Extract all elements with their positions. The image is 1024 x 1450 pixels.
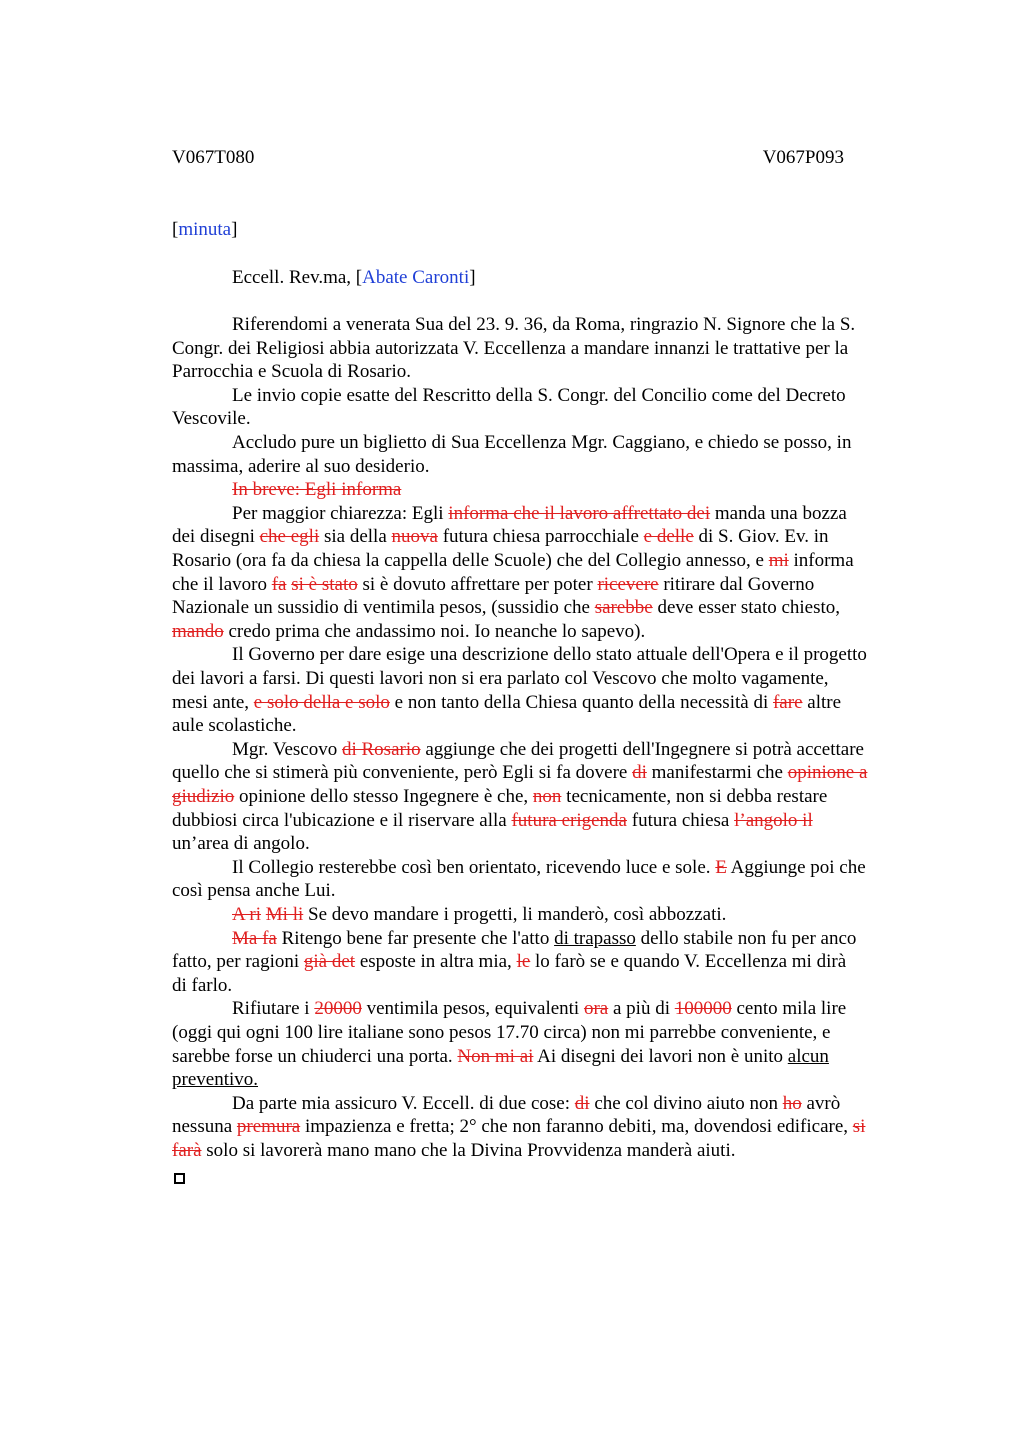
text-line [172, 667, 829, 690]
deleted-text: informa che il lavoro affrettato dei [448, 502, 711, 524]
deleted-text: nuova [391, 526, 438, 548]
text-line [232, 313, 855, 336]
deleted-text: e delle [643, 526, 694, 548]
deleted-text: l’angolo il [734, 809, 813, 831]
underlined-text: alcun [787, 1045, 829, 1067]
text-segment: massima, aderire al suo desiderio. [172, 455, 430, 477]
document-code-left: V067T080 [172, 147, 255, 168]
text-line [172, 1139, 735, 1162]
deleted-text: di Rosario [341, 738, 421, 760]
text-line [172, 761, 867, 784]
text-segment: deve esser stato chiesto, [652, 597, 841, 619]
text-segment: opinione dello stesso Ingegnere è che, [234, 786, 533, 807]
text-line [172, 407, 251, 430]
deleted-text: Non mi ai [457, 1045, 534, 1067]
text-segment: Da parte mia assicuro V. Eccell. di due cose: [232, 1092, 575, 1114]
text-segment: di S. Giov. Ev. in [693, 526, 829, 548]
text-segment: Se devo mandare i progetti, li manderò, così abbozzati. [303, 904, 727, 925]
deleted-text: premura [236, 1116, 301, 1138]
deleted-text: di [574, 1092, 590, 1114]
text-line [172, 360, 411, 383]
deleted-text: non [532, 786, 562, 807]
deleted-text: e solo della e solo [253, 691, 390, 713]
text-line [172, 1068, 258, 1091]
bracket-open: [ [172, 219, 179, 240]
text-segment: dello stabile non fu per anco [635, 927, 857, 949]
text-line [172, 691, 841, 714]
text-segment: Riferendomi a venerata Sua del 23. 9. 36, da Roma, ringrazio N. Signore che la S. [232, 314, 856, 335]
text-segment: mesi ante, [172, 691, 254, 713]
text-segment: così pensa anche Lui. [172, 880, 336, 902]
text-line [172, 525, 829, 548]
text-segment: Ritengo bene far presente che l'atto [276, 927, 555, 949]
text-segment: esposte in altra mia, [355, 951, 517, 973]
text-line [172, 974, 232, 997]
end-square-icon [174, 1173, 185, 1184]
text-segment: aule scolastiche. [172, 715, 297, 737]
text-line [172, 549, 854, 572]
text-segment: Ai disegni dei lavori non è unito [533, 1045, 788, 1067]
text-segment: di farlo. [172, 974, 233, 996]
text-segment: Aggiunge poi che [726, 856, 866, 878]
deleted-text: di [632, 762, 647, 784]
deleted-text: si [852, 1116, 866, 1138]
text-segment: (oggi qui ogni 100 lire italiane sono pesos 17.70 circa) non mi parrebbe conveniente, e [172, 1022, 831, 1043]
text-segment: futura chiesa [627, 809, 735, 831]
text-line [232, 997, 846, 1020]
text-line [172, 1045, 829, 1068]
text-segment: Le invio copie esatte del Rescritto della S. Congr. del Concilio come del Decreto [232, 384, 846, 406]
text-line [172, 950, 846, 973]
text-line [232, 502, 847, 525]
text-segment: si è dovuto affrettare per poter [357, 573, 598, 595]
text-line [232, 738, 864, 761]
deleted-text: ricevere [597, 573, 659, 595]
text-line [172, 785, 827, 808]
draft-label: minuta [178, 219, 232, 240]
deleted-text: Mi li [265, 904, 304, 925]
text-line [232, 431, 851, 454]
deleted-text: già det [303, 951, 356, 973]
deleted-text: sarebbe [594, 597, 653, 619]
text-segment: nessuna [172, 1116, 237, 1138]
text-segment: Il Governo per dare esige una descrizione dello stato attuale dell'Opera e il progetto [232, 644, 867, 666]
underlined-text: preventivo. [172, 1069, 259, 1091]
bracket-close: ] [231, 219, 238, 240]
deleted-text: E [715, 856, 727, 878]
text-segment: e non tanto della Chiesa quanto della necessità di [389, 691, 773, 713]
document-header [172, 147, 844, 171]
text-segment: lo farò se e quando V. Eccellenza mi dirà [530, 951, 847, 973]
text-segment: Rosario (ora fa da chiesa la cappella delle Scuole) che del Collegio annesso, e [172, 550, 769, 571]
deleted-text: 20000 [314, 998, 362, 1020]
text-segment: Vescovile. [172, 408, 251, 430]
deleted-text: 100000 [674, 998, 732, 1020]
text-line [232, 384, 846, 407]
text-segment: Parrocchia e Scuola di Rosario. [172, 361, 412, 383]
text-segment: quello che si stimerà più conveniente, però Egli si fa dovere [172, 762, 633, 784]
deleted-text: A ri [232, 904, 262, 925]
deleted-text: si è stato [291, 573, 358, 595]
text-segment: un’area di angolo. [172, 833, 310, 855]
deleted-text: mando [172, 620, 224, 642]
deleted-text: In breve: Egli informa [232, 479, 402, 501]
text-line [172, 620, 645, 643]
deleted-text: le [516, 951, 531, 973]
text-segment: dei disegni [172, 526, 260, 548]
document-code-right: V067P093 [762, 147, 844, 168]
draft-tag [172, 218, 237, 241]
text-segment: impazienza e fretta; 2° che non faranno debiti, ma, dovendosi edificare, [300, 1116, 853, 1138]
text-line [172, 455, 429, 478]
text-segment: Congr. dei Religiosi abbia autorizzata V. Eccellenza a mandare innanzi le trattative per la [172, 337, 849, 359]
deleted-text: fare [772, 691, 803, 713]
text-segment: ritirare dal Governo [658, 573, 815, 595]
text-segment: avrò [801, 1092, 841, 1114]
text-segment: credo prima che andassimo noi. Io neanche lo sapevo). [223, 620, 646, 642]
salutation-text: Eccell. Rev.ma, [232, 267, 356, 288]
text-segment: Per maggior chiarezza: Egli [232, 502, 449, 524]
text-segment: sarebbe forse un chiuderci una porta. [172, 1045, 458, 1067]
text-segment: ventimila pesos, equivalenti [361, 998, 584, 1020]
text-segment: dei lavori a farsi. Di questi lavori non si era parlato col Vescovo che molto vagamente, [172, 668, 829, 689]
text-line [172, 337, 848, 360]
text-line [172, 832, 310, 855]
deleted-text: opinione a [787, 762, 868, 784]
text-line [232, 478, 401, 501]
text-line [232, 903, 726, 926]
deleted-text: che egli [259, 526, 320, 548]
text-segment: tecnicamente, non si debba restare [561, 786, 828, 807]
text-line [232, 856, 866, 879]
deleted-text: fa [271, 573, 287, 595]
text-segment: sia della [319, 526, 392, 548]
text-line [232, 643, 867, 666]
text-segment: Rifiutare i [232, 998, 315, 1020]
deleted-text: ho [782, 1092, 802, 1114]
text-segment: Accludo pure un biglietto di Sua Eccellenza Mgr. Caggiano, e chiedo se posso, in [232, 432, 852, 453]
text-segment: manda una bozza [710, 502, 847, 524]
text-segment: manifestarmi che [646, 762, 788, 784]
text-line [172, 879, 336, 902]
deleted-text: ora [583, 998, 609, 1020]
text-line [172, 714, 297, 737]
salutation [232, 266, 476, 289]
deleted-text: futura erigenda [511, 809, 627, 831]
text-line [232, 927, 856, 950]
text-line [232, 1092, 840, 1115]
bracket-close: ] [469, 267, 476, 288]
text-segment: futura chiesa parrocchiale [437, 526, 644, 548]
text-segment: Nazionale un sussidio di ventimila pesos, (sussidio che [172, 597, 595, 619]
addressee-name: Abate Caronti [362, 267, 470, 288]
text-segment: informa [788, 550, 854, 571]
text-segment: Mgr. Vescovo [232, 738, 342, 760]
text-segment: fatto, per ragioni [172, 951, 304, 973]
text-segment: dubbiosi circa l'ubicazione e il riservare alla [172, 809, 512, 831]
text-segment: altre [802, 691, 842, 713]
text-line [172, 1115, 865, 1138]
bracket-open: [ [355, 267, 363, 288]
text-segment: Il Collegio resterebbe così ben orientato, ricevendo luce e sole. [232, 856, 716, 878]
text-line [172, 809, 813, 832]
text-segment: a più di [608, 998, 675, 1020]
deleted-text: giudizio [172, 786, 235, 807]
text-line [172, 573, 814, 596]
text-line [172, 596, 840, 619]
text-segment: che col divino aiuto non [589, 1092, 783, 1114]
text-segment: che il lavoro [172, 573, 272, 595]
text-segment: cento mila lire [731, 998, 847, 1020]
text-segment: solo si lavorerà mano mano che la Divina Provvidenza manderà aiuti. [201, 1140, 736, 1161]
deleted-text: Ma fa [232, 927, 277, 949]
deleted-text: mi [768, 550, 789, 571]
deleted-text: farà [172, 1140, 202, 1161]
underlined-text: di trapasso [554, 927, 636, 949]
text-line [172, 1021, 830, 1044]
text-segment: aggiunge che dei progetti dell'Ingegnere si potrà accettare [420, 738, 864, 760]
